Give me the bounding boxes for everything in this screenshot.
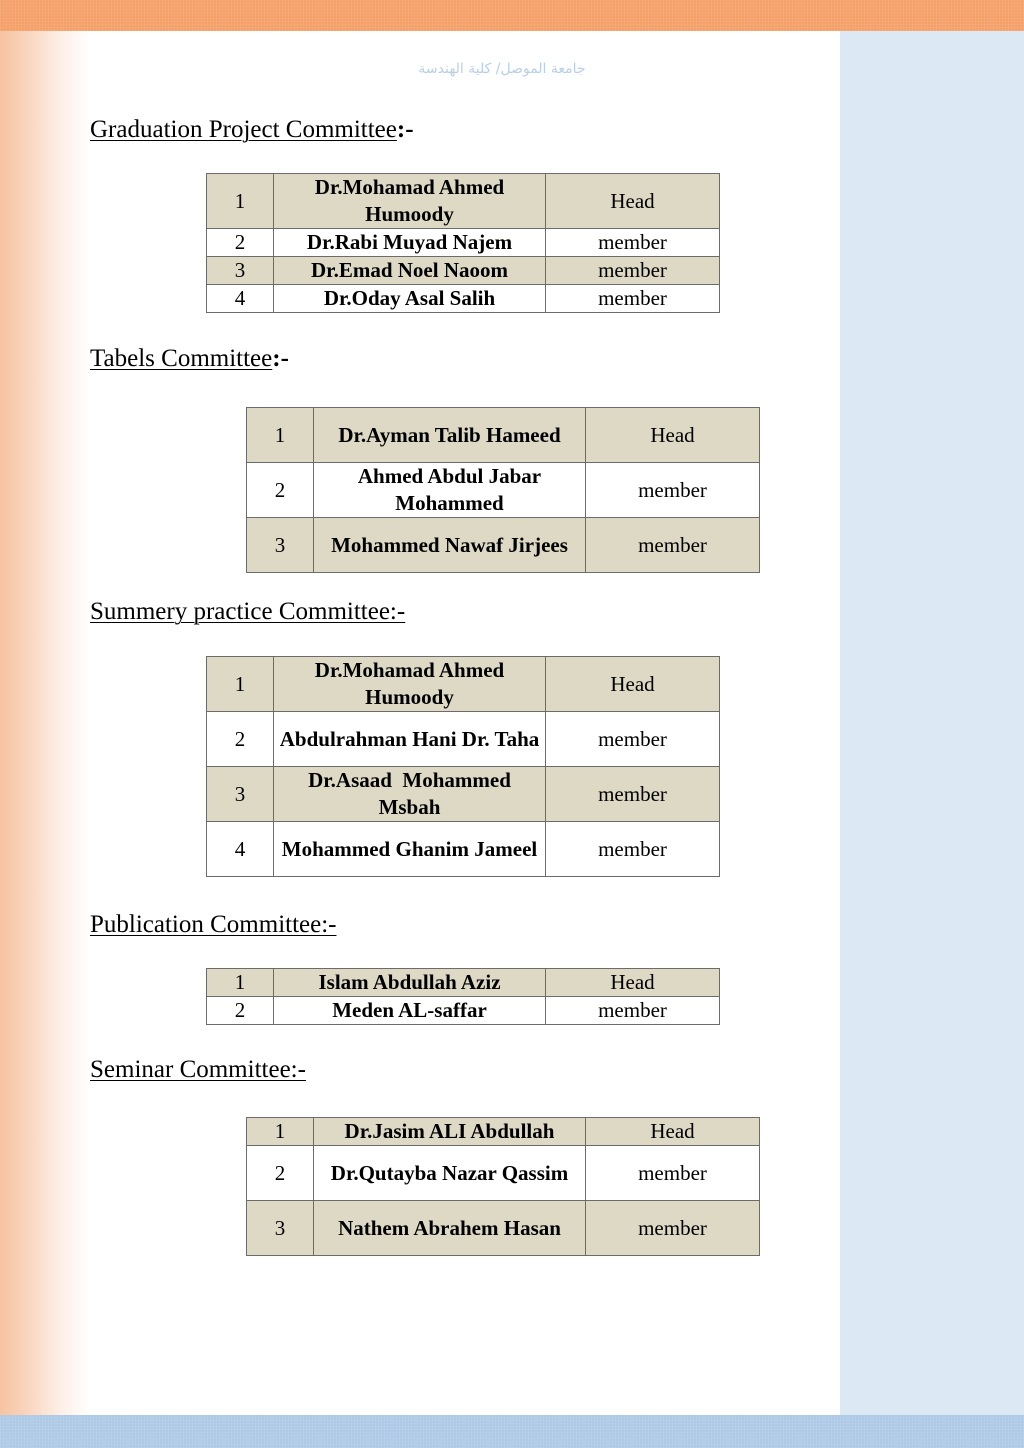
row-number: 1 <box>207 969 274 997</box>
member-name: Mohammed Ghanim Jameel <box>274 822 546 877</box>
member-name: Islam Abdullah Aziz <box>274 969 546 997</box>
member-name: Mohammed Nawaf Jirjees <box>314 518 586 573</box>
table-row <box>247 463 760 518</box>
table-row <box>207 822 720 877</box>
table-row <box>207 657 720 712</box>
top-decorative-band <box>0 0 1024 31</box>
row-number: 1 <box>247 408 314 463</box>
summer-practice-committee-table <box>206 656 720 877</box>
row-number: 2 <box>207 229 274 257</box>
row-number: 3 <box>247 518 314 573</box>
member-role: member <box>546 285 720 313</box>
section-title-publication <box>90 910 337 940</box>
section-title-text: Seminar Committee:- <box>90 1056 306 1083</box>
table-row <box>247 408 760 463</box>
row-number: 4 <box>207 285 274 313</box>
row-number: 3 <box>247 1201 314 1256</box>
section-title-text: Publication Committee:- <box>90 911 337 938</box>
row-number: 3 <box>207 257 274 285</box>
member-role: Head <box>546 969 720 997</box>
member-role: member <box>546 997 720 1025</box>
row-number: 2 <box>207 712 274 767</box>
member-name: Dr.Asaad Mohammed Msbah <box>274 767 546 822</box>
table-row <box>247 518 760 573</box>
row-number: 4 <box>207 822 274 877</box>
table-row <box>207 257 720 285</box>
member-name: Nathem Abrahem Hasan <box>314 1201 586 1256</box>
bottom-decorative-band <box>0 1415 1024 1448</box>
section-title-summer-practice <box>90 597 405 627</box>
member-name: Abdulrahman Hani Dr. Taha <box>274 712 546 767</box>
member-name: Dr.Ayman Talib Hameed <box>314 408 586 463</box>
member-role: member <box>586 1146 760 1201</box>
tables-committee-table <box>246 407 760 573</box>
member-name: Dr.Rabi Muyad Najem <box>274 229 546 257</box>
section-title-tables <box>90 344 289 374</box>
member-name: Dr.Jasim ALI Abdullah <box>314 1118 586 1146</box>
member-role: member <box>546 229 720 257</box>
table-row <box>207 969 720 997</box>
member-role: member <box>586 463 760 518</box>
row-number: 1 <box>207 174 274 229</box>
member-name: Meden AL-saffar <box>274 997 546 1025</box>
member-role: Head <box>546 174 720 229</box>
member-role: member <box>546 257 720 285</box>
table-row <box>207 767 720 822</box>
member-role: member <box>546 822 720 877</box>
table-row <box>247 1201 760 1256</box>
member-name: Dr.Oday Asal Salih <box>274 285 546 313</box>
graduation-project-committee-table <box>206 173 720 313</box>
section-title-text: Graduation Project Committee <box>90 116 397 143</box>
member-role: member <box>586 1201 760 1256</box>
publication-committee-table <box>206 968 720 1025</box>
table-row <box>207 997 720 1025</box>
member-role: Head <box>586 408 760 463</box>
member-role: member <box>586 518 760 573</box>
right-decorative-panel <box>840 31 1024 1415</box>
page-header-university: جامعة الموصل/ كلية الهندسة <box>418 61 586 77</box>
row-number: 3 <box>207 767 274 822</box>
seminar-committee-table <box>246 1117 760 1256</box>
member-role: member <box>546 712 720 767</box>
row-number: 2 <box>247 463 314 518</box>
table-row <box>247 1146 760 1201</box>
section-title-text: Tabels Committee <box>90 345 273 372</box>
member-name: Dr.Qutayba Nazar Qassim <box>314 1146 586 1201</box>
member-role: Head <box>546 657 720 712</box>
row-number: 1 <box>207 657 274 712</box>
member-role: Head <box>586 1118 760 1146</box>
member-name: Dr.Mohamad Ahmed Humoody <box>274 657 546 712</box>
member-name: Dr.Emad Noel Naoom <box>274 257 546 285</box>
row-number: 1 <box>247 1118 314 1146</box>
row-number: 2 <box>247 1146 314 1201</box>
left-gradient-margin <box>0 31 90 1415</box>
table-row <box>207 229 720 257</box>
table-row <box>207 174 720 229</box>
member-role: member <box>546 767 720 822</box>
member-name: Dr.Mohamad Ahmed Humoody <box>274 174 546 229</box>
row-number: 2 <box>207 997 274 1025</box>
member-name: Ahmed Abdul Jabar Mohammed <box>314 463 586 518</box>
table-row <box>207 285 720 313</box>
section-title-text: Summery practice Committee:- <box>90 598 406 625</box>
table-row <box>247 1118 760 1146</box>
section-title-seminar <box>90 1055 306 1085</box>
section-title-suffix: :- <box>396 116 414 143</box>
table-row <box>207 712 720 767</box>
section-title-suffix: :- <box>272 345 289 372</box>
section-title-graduation-project <box>90 115 414 145</box>
